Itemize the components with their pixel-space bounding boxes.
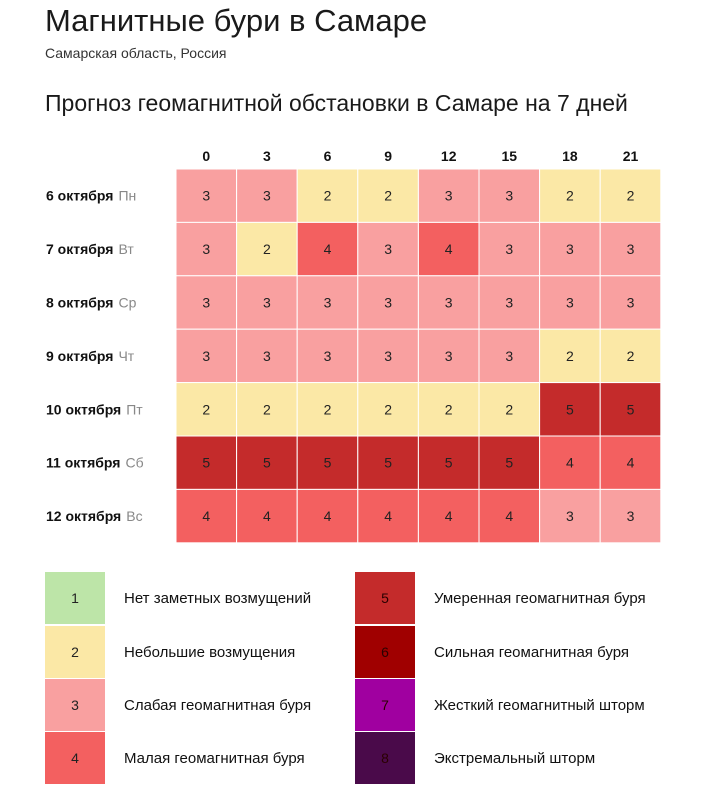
cell-value: 5: [323, 454, 332, 471]
cell-value: 4: [505, 508, 514, 525]
legend-label-2: Небольшие возмущения: [124, 643, 296, 661]
cell-value: 3: [384, 294, 392, 311]
cell-value: 3: [263, 187, 271, 204]
cell-value: 4: [202, 508, 211, 525]
cell-value: 5: [444, 454, 453, 471]
date-label-0: 6 октября: [46, 187, 114, 204]
date-label-4: 10 октября: [46, 401, 122, 418]
cell-value: 3: [202, 347, 211, 364]
cell-value: 2: [444, 401, 453, 418]
legend-label-1: Нет заметных возмущений: [124, 589, 312, 607]
date-label-6: 12 октября: [46, 508, 122, 525]
date-label-3: 9 октября: [46, 347, 114, 364]
legend-item-3: [45, 679, 311, 731]
cell-value: 3: [202, 241, 211, 258]
legend-label-6: Сильная геомагнитная буря: [434, 643, 629, 661]
date-label-5: 11 октября: [46, 454, 121, 471]
hour-label-15: 15: [501, 148, 518, 164]
cell-value: 2: [384, 401, 392, 418]
weekday-label-1: Вт: [118, 241, 134, 258]
cell-value: 5: [384, 454, 392, 471]
cell-value: 5: [202, 454, 211, 471]
cell-value: 3: [263, 347, 271, 364]
legend-swatch-1: 1: [45, 572, 105, 624]
cell-value: 3: [626, 294, 635, 311]
legend-label-5: Умеренная геомагнитная буря: [434, 589, 646, 607]
hour-label-12: 12: [440, 148, 457, 164]
legend-swatch-5: 5: [355, 572, 415, 624]
forecast-title: Прогноз геомагнитной обстановки в Самаре на 7 дней: [45, 90, 628, 116]
legend-label-8: Экстремальный шторм: [434, 749, 596, 767]
cell-value: 3: [626, 241, 635, 258]
cell-value: 2: [626, 187, 635, 204]
location-subtitle: Самарская область, Россия: [45, 45, 227, 61]
cell-value: 5: [626, 401, 635, 418]
hour-label-0: 0: [202, 148, 211, 164]
legend-item-6: [355, 626, 629, 678]
date-label-2: 8 октября: [46, 294, 114, 311]
cell-value: 5: [566, 401, 574, 418]
cell-value: 3: [384, 347, 392, 364]
weekday-label-6: Вс: [126, 508, 143, 525]
legend-item-4: [45, 732, 305, 784]
page-title: Магнитные бури в Самаре: [45, 3, 428, 38]
cell-value: 4: [323, 241, 332, 258]
legend-item-8: [355, 732, 595, 784]
legend-label-7: Жесткий геомагнитный шторм: [434, 696, 645, 714]
hour-label-21: 21: [622, 148, 639, 164]
hour-label-9: 9: [384, 148, 392, 164]
cell-value: 3: [505, 241, 514, 258]
cell-value: 4: [566, 454, 574, 471]
date-label-1: 7 октября: [46, 241, 114, 258]
cell-value: 3: [566, 508, 574, 525]
cell-value: 3: [505, 347, 514, 364]
cell-value: 3: [566, 294, 574, 311]
cell-value: 2: [263, 241, 271, 258]
cell-value: 2: [263, 401, 271, 418]
legend-item-2: [45, 626, 295, 678]
legend-label-3: Слабая геомагнитная буря: [124, 696, 312, 714]
cell-value: 2: [202, 401, 211, 418]
hour-label-3: 3: [263, 148, 271, 164]
cell-value: 3: [626, 508, 635, 525]
legend-swatch-3: 3: [45, 679, 105, 731]
cell-value: 4: [384, 508, 392, 525]
cell-value: 4: [626, 454, 635, 471]
legend-swatch-4: 4: [45, 732, 105, 784]
cell-value: 4: [444, 508, 453, 525]
cell-value: 3: [444, 187, 453, 204]
cell-value: 2: [505, 401, 514, 418]
legend-item-5: [355, 572, 646, 624]
cell-value: 5: [505, 454, 514, 471]
cell-value: 2: [566, 187, 574, 204]
cell-value: 2: [626, 347, 635, 364]
legend-item-7: [355, 679, 645, 731]
legend-swatch-7: 7: [355, 679, 415, 731]
cell-value: 3: [202, 187, 211, 204]
cell-value: 2: [384, 187, 392, 204]
cell-value: 3: [505, 187, 514, 204]
hour-label-6: 6: [323, 148, 332, 164]
cell-value: 3: [444, 294, 453, 311]
cell-value: 2: [323, 401, 332, 418]
cell-value: 2: [323, 187, 332, 204]
cell-value: 3: [323, 347, 332, 364]
legend-item-1: [45, 572, 311, 624]
weekday-label-5: Сб: [125, 454, 144, 471]
cell-value: 5: [263, 454, 271, 471]
cell-value: 4: [263, 508, 271, 525]
legend-swatch-6: 6: [355, 626, 415, 678]
weekday-label-0: Пн: [118, 187, 137, 204]
cell-value: 3: [505, 294, 514, 311]
cell-value: 3: [566, 241, 574, 258]
cell-value: 3: [202, 294, 211, 311]
legend-label-4: Малая геомагнитная буря: [124, 749, 305, 767]
cell-value: 2: [566, 347, 574, 364]
cell-value: 3: [384, 241, 392, 258]
legend-swatch-8: 8: [355, 732, 415, 784]
cell-value: 4: [444, 241, 453, 258]
cell-value: 3: [323, 294, 332, 311]
cell-value: 3: [263, 294, 271, 311]
cell-value: 4: [323, 508, 332, 525]
weekday-label-4: Пт: [126, 401, 143, 418]
legend-swatch-2: 2: [45, 626, 105, 678]
hour-label-18: 18: [562, 148, 578, 164]
cell-value: 3: [444, 347, 453, 364]
weekday-label-2: Ср: [118, 294, 137, 311]
weekday-label-3: Чт: [118, 347, 135, 364]
